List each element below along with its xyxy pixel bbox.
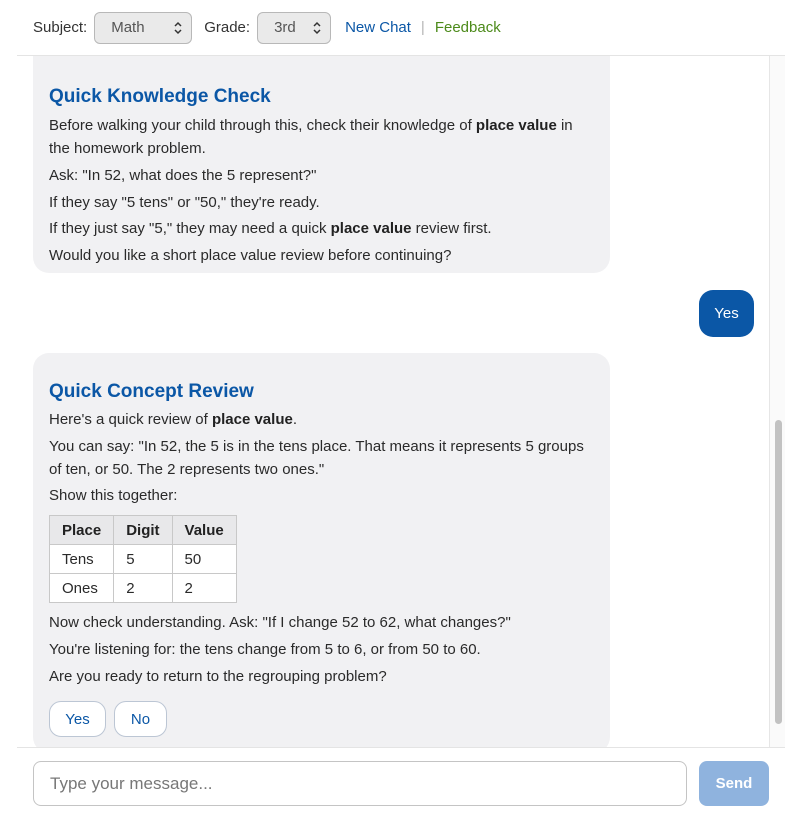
table-cell: 2 <box>172 574 236 603</box>
table-cell: Tens <box>50 545 114 574</box>
message-paragraph: Before walking your child through this, check their knowledge of place value in the homework problem. <box>49 117 573 157</box>
subject-select[interactable] <box>94 12 192 44</box>
grade-label: Grade: <box>204 19 251 36</box>
chat-messages[interactable] <box>17 56 785 747</box>
table-row <box>50 574 237 603</box>
chevron-updown-icon <box>173 21 183 35</box>
no-option-button[interactable]: No <box>114 701 167 737</box>
table-cell: 5 <box>114 545 172 574</box>
message-paragraph: You're listening for: the tens change from 5 to 6, or from 50 to 60. <box>49 641 481 658</box>
message-paragraph: If they say "5 tens" or "50," they're ready. <box>49 194 320 211</box>
place-value-table <box>49 515 237 603</box>
table-cell: Ones <box>50 574 114 603</box>
subject-select-value: Math <box>111 19 145 36</box>
message-paragraph: Would you like a short place value review before continuing? <box>49 247 452 264</box>
message-paragraph: Here's a quick review of place value. <box>49 411 297 428</box>
message-title: Quick Concept Review <box>49 381 254 402</box>
send-button[interactable]: Send <box>699 761 769 806</box>
message-input[interactable] <box>33 761 687 806</box>
top-bar <box>17 0 785 56</box>
message-paragraph: Ask: "In 52, what does the 5 represent?" <box>49 167 317 184</box>
grade-select-value: 3rd <box>274 19 296 36</box>
feedback-link[interactable]: Feedback <box>434 19 501 36</box>
new-chat-link[interactable]: New Chat <box>345 19 411 36</box>
bold-term: place value <box>475 117 557 134</box>
user-message: Yes <box>699 290 754 337</box>
message-paragraph: If they just say "5," they may need a quick place value review first. <box>49 220 492 237</box>
bold-term: place value <box>211 411 293 428</box>
composer <box>17 747 785 816</box>
table-header: Digit <box>114 516 172 545</box>
message-paragraph: Now check understanding. Ask: "If I change 52 to 62, what changes?" <box>49 614 511 631</box>
message-paragraph: Show this together: <box>49 487 178 504</box>
assistant-message <box>33 353 610 747</box>
table-header: Value <box>172 516 236 545</box>
yes-option-button[interactable]: Yes <box>49 701 106 737</box>
message-paragraph: You can say: "In 52, the 5 is in the tens place. That means it represents 5 groups of ten, or 50. The 2 represents two ones." <box>49 438 584 478</box>
scrollbar-track[interactable] <box>769 56 785 747</box>
table-row <box>50 545 237 574</box>
header-separator: | <box>420 19 425 36</box>
bold-term: place value <box>330 220 412 237</box>
assistant-message <box>33 56 610 273</box>
subject-label: Subject: <box>33 19 88 36</box>
message-paragraph: Are you ready to return to the regrouping problem? <box>49 668 387 685</box>
table-header: Place <box>50 516 114 545</box>
message-title: Quick Knowledge Check <box>49 86 271 107</box>
table-cell: 2 <box>114 574 172 603</box>
table-cell: 50 <box>172 545 236 574</box>
scrollbar-thumb[interactable] <box>775 420 782 724</box>
grade-select[interactable] <box>257 12 331 44</box>
table-header-row <box>50 516 237 545</box>
chevron-updown-icon <box>312 21 322 35</box>
